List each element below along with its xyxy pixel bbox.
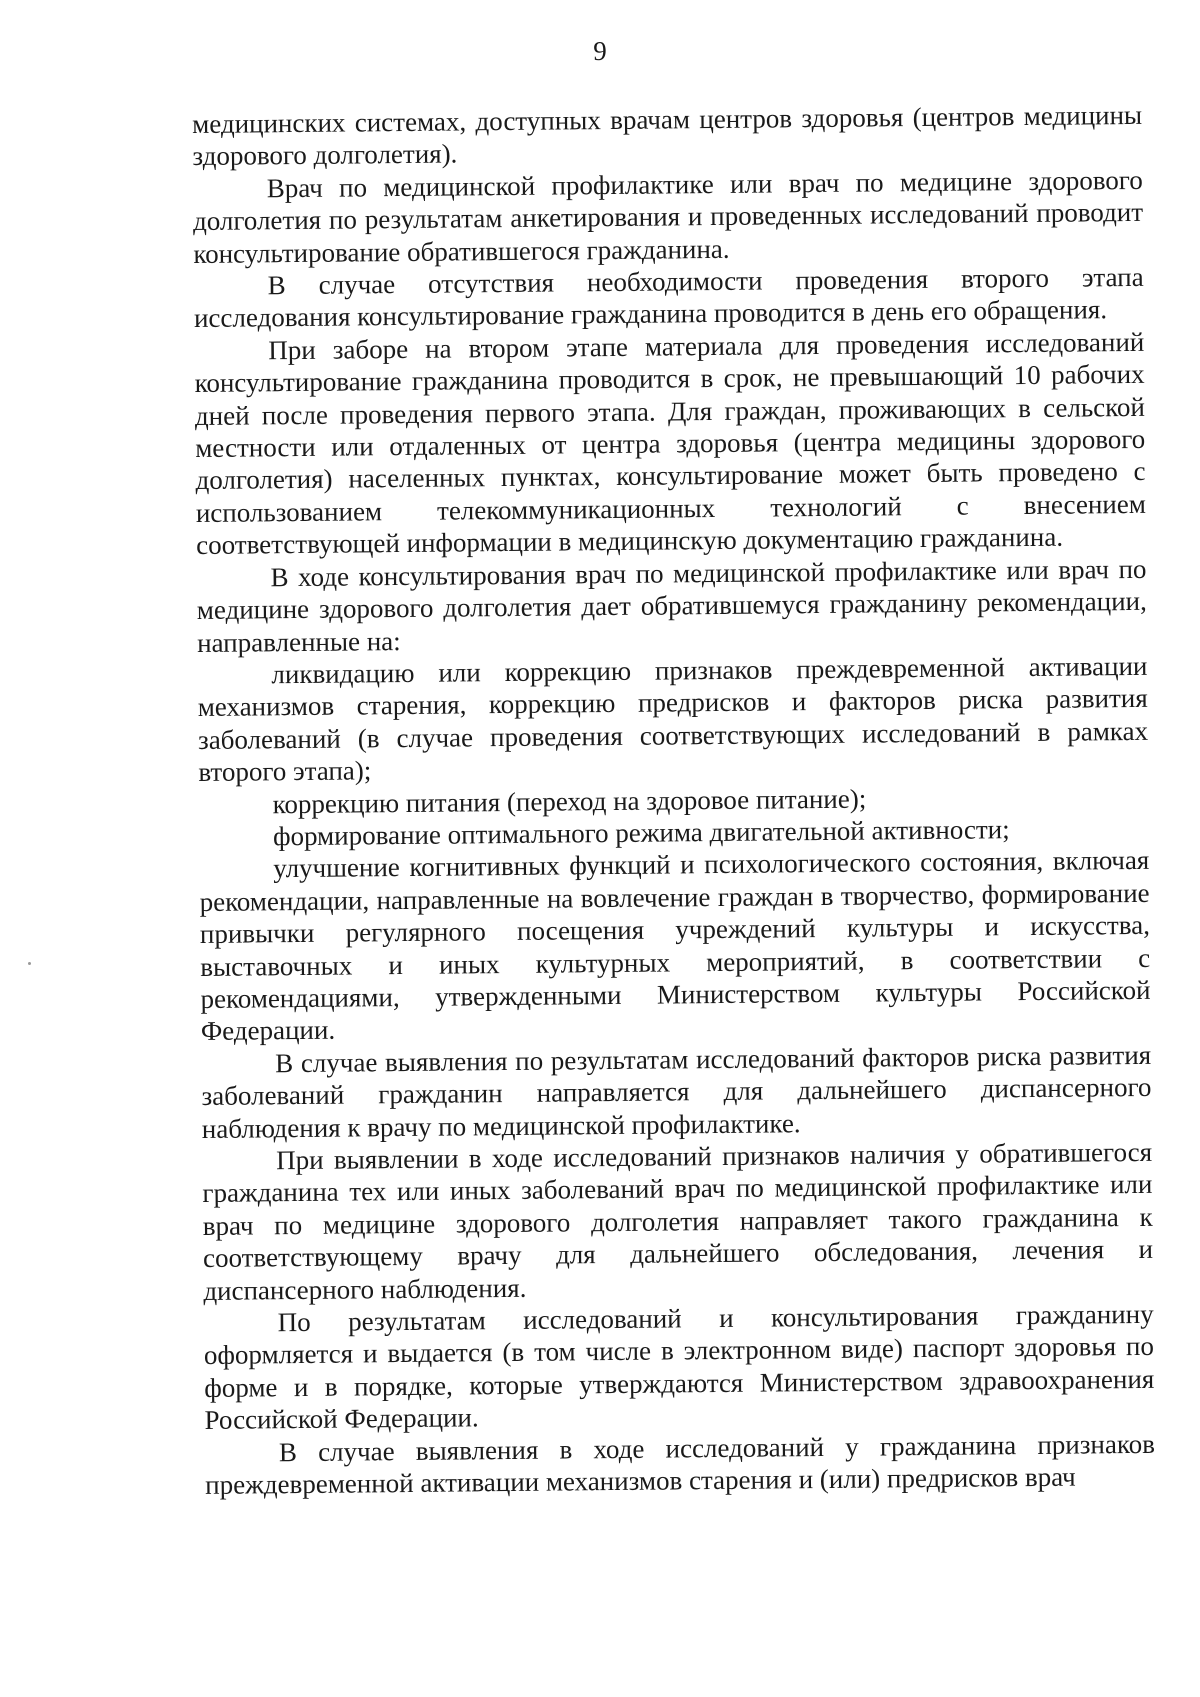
document-body [192, 99, 1155, 1502]
paragraph-continuation: медицинских системах, доступных врачам центров здоровья (центров медицины здорового долголетия). [192, 99, 1143, 172]
scan-speck [28, 962, 31, 965]
paragraph-risk-factors: В случае выявления по результатам исследований факторов риска развития заболеваний гражданин направляется для дальнейшего диспансерного наблюдения к врачу по медицинской профилактике. [201, 1039, 1152, 1144]
paragraph-recommendations-intro: В ходе консультирования врач по медицинской профилактике или врач по медицине здорового долголетия дает обратившемуся гражданину рекомендации, направленные на: [196, 553, 1147, 658]
list-item-physical-activity: формирование оптимального режима двигательной активности; [272, 814, 1010, 852]
list-item-cognitive-functions: улучшение когнитивных функций и психологического состояния, включая рекомендации, направленные на вовлечение граждан в творчество, формирование привычки регулярного посещения учреждений культуры и искусства, выставочных и иных культурных мероприятий, в соответствии с рекомендациями, утвержденными Министерством культуры Российской Федерации. [199, 845, 1151, 1047]
paragraph-health-passport: По результатам исследований и консультирования гражданину оформляется и выдается (в том числе в электронном виде) паспорт здоровья по форме и в порядке, которые утверждаются Министерством здравоохранения Российской Федерации. [203, 1298, 1155, 1436]
paragraph-disease-referral: При выявлении в ходе исследований признаков наличия у обратившегося гражданина тех или иных заболеваний врач по медицинской профилактике или врач по медицине здорового долголетия направляет такого гражданина к соответствующему врачу для дальнейшего обследования, лечения и диспансерного наблюдения. [202, 1136, 1154, 1306]
paragraph-premature-aging: В случае выявления в ходе исследований у гражданина признаков преждевременной активации механизмов старения и (или) предрисков врач [205, 1428, 1156, 1500]
paragraph-same-day-consultation: В случае отсутствия необходимости проведения второго этапа исследования консультирование гражданина проводится в день его обращения. [193, 261, 1144, 334]
paragraph-consultation: Врач по медицинской профилактике или врач по медицине здорового долголетия по результатам анкетирования и проведенных исследований проводит консультирование обратившегося гражданина. [192, 164, 1144, 269]
paragraph-second-stage-timing: При заборе на втором этапе материала для проведения исследований консультирование гражданина проводится в срок, не превышающий 10 рабочих дней после проведения первого этапа. Для граждан, проживающих в сельской местности или отдаленных от центра здоровья (центра медицины здорового долголетия) населенных пунктах, консультирование может быть проведено с использованием телекоммуникационных технологий с внесением соответствующей информации в медицинскую документацию гражданина. [194, 326, 1146, 561]
list-item-aging-correction: ликвидацию или коррекцию признаков преждевременной активации механизмов старения, коррекцию предрисков и факторов риска развития заболеваний (в случае проведения соответствующих исследований в рамках второго этапа); [197, 650, 1149, 788]
list-item-nutrition: коррекцию питания (переход на здоровое питание); [272, 783, 867, 819]
page-number: 9 [593, 36, 607, 66]
